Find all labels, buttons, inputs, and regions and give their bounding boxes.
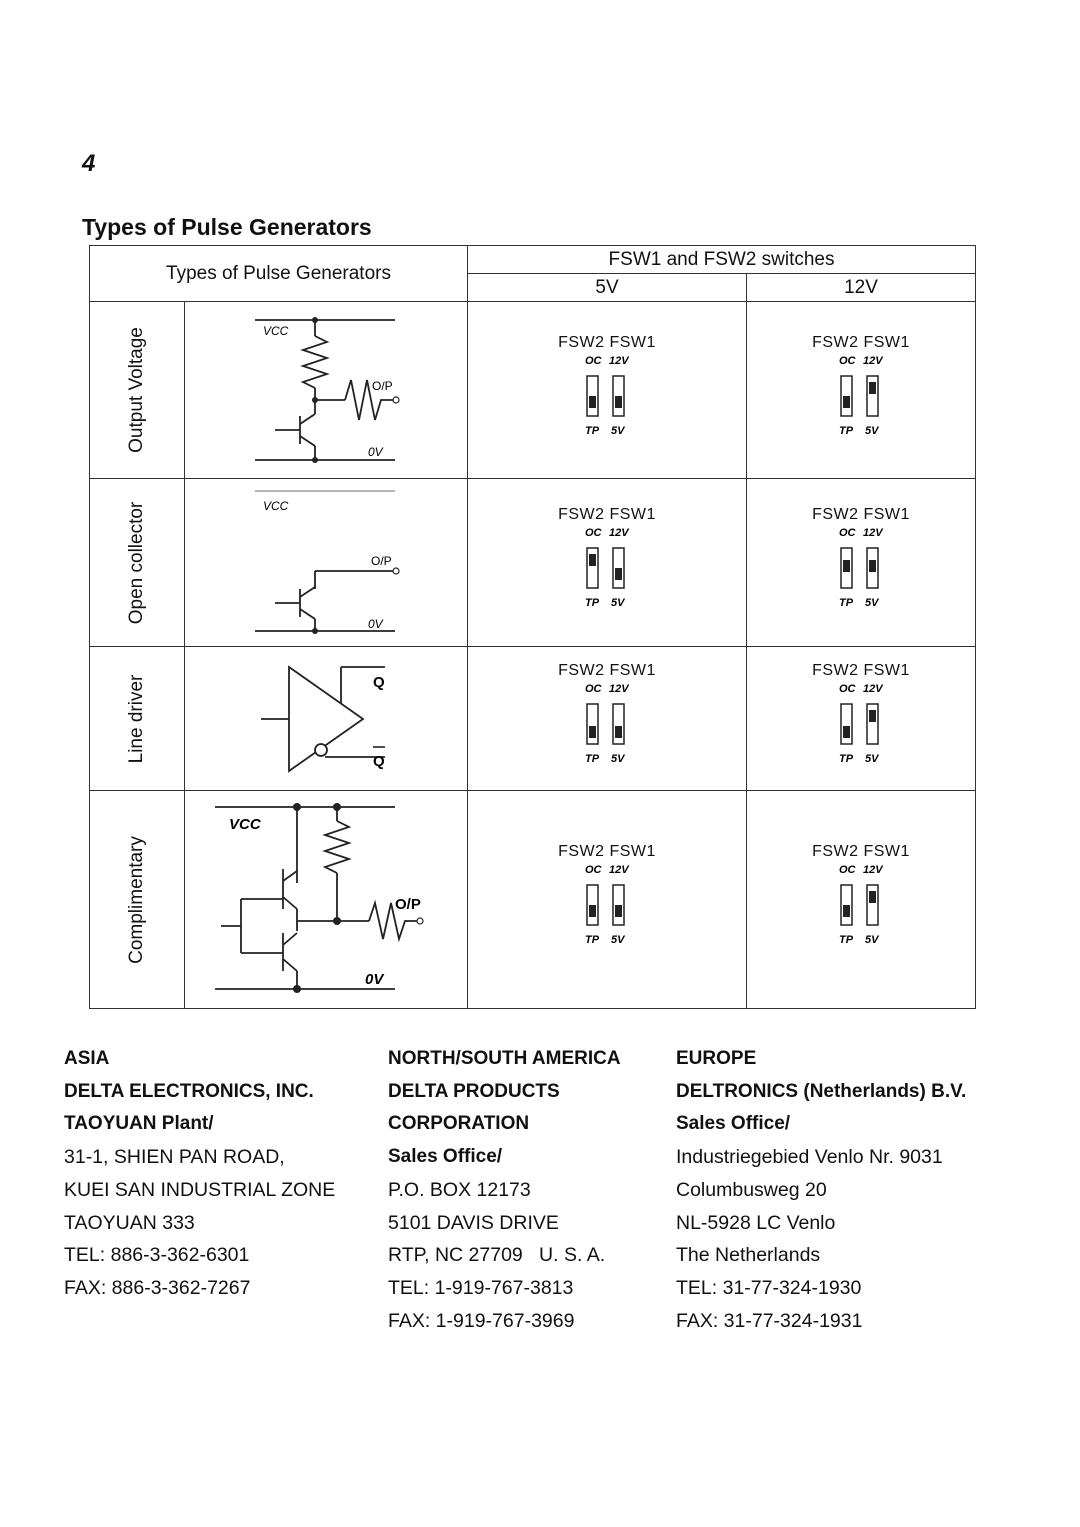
0v-label: 0V	[368, 445, 383, 459]
svg-text:OC: OC	[585, 527, 602, 539]
switch-names: FSW2 FSW1	[558, 333, 656, 351]
switch-12v-output-voltage	[747, 302, 976, 479]
dip-switch-icon	[567, 524, 647, 619]
svg-text:OC: OC	[839, 354, 856, 367]
svg-text:5V: 5V	[865, 934, 879, 946]
q-label: Q	[373, 674, 385, 691]
svg-text:12V: 12V	[863, 683, 883, 695]
svg-text:OC: OC	[585, 864, 602, 876]
company-name: DELTA PRODUCTS	[388, 1080, 560, 1102]
svg-text:TP: TP	[839, 753, 854, 765]
table-row	[90, 647, 976, 791]
fax-line: FAX: 31-77-324-1931	[676, 1309, 863, 1332]
fax-line: FAX: 886-3-362-7267	[64, 1276, 251, 1299]
phone-line: TEL: 1-919-767-3813	[388, 1276, 574, 1299]
address-line: Industriegebied Venlo Nr. 9031	[676, 1146, 943, 1169]
svg-text:TP: TP	[585, 934, 600, 946]
switch-names: FSW2 FSW1	[812, 662, 910, 679]
svg-text:5V: 5V	[865, 597, 879, 609]
op-label: O/P	[371, 554, 392, 568]
vcc-label: VCC	[263, 499, 289, 513]
row-label: Output Voltage	[90, 302, 185, 479]
svg-text:5V: 5V	[865, 424, 879, 437]
svg-text:5V: 5V	[611, 424, 625, 437]
svg-text:12V: 12V	[609, 354, 629, 367]
address-line: NL-5928 LC Venlo	[676, 1211, 836, 1234]
table-row	[90, 302, 976, 479]
company-name: CORPORATION	[388, 1113, 530, 1135]
q-bar-label: Q	[373, 753, 385, 770]
svg-text:5V: 5V	[611, 934, 625, 946]
complimentary-circuit	[185, 791, 468, 1009]
svg-text:TP: TP	[839, 424, 854, 437]
phone-line: TEL: 31-77-324-1930	[676, 1276, 862, 1299]
12v-column-header: 12V	[747, 274, 976, 302]
dip-switch-icon	[567, 680, 647, 775]
dip-switch-icon	[821, 524, 901, 619]
pulse-generator-table	[89, 245, 976, 1009]
table-row	[90, 791, 976, 1009]
table-row	[90, 479, 976, 647]
row-label: Open collector	[90, 479, 185, 647]
svg-text:OC: OC	[839, 864, 856, 876]
svg-text:5V: 5V	[865, 753, 879, 765]
output-voltage-circuit	[185, 302, 468, 479]
dip-switch-icon	[821, 861, 901, 956]
office-name: TAOYUAN Plant/	[64, 1113, 214, 1135]
svg-text:5V: 5V	[611, 753, 625, 765]
svg-text:TP: TP	[585, 753, 600, 765]
svg-text:TP: TP	[585, 424, 600, 437]
row-label: Line driver	[90, 647, 185, 791]
row-label: Complimentary	[90, 791, 185, 1009]
region-heading: ASIA	[64, 1048, 110, 1069]
switch-5v-open-collector	[468, 479, 747, 647]
0v-label: 0V	[368, 617, 383, 631]
op-label: O/P	[395, 896, 421, 913]
address-line: KUEI SAN INDUSTRIAL ZONE	[64, 1178, 336, 1201]
switch-5v-output-voltage	[468, 302, 747, 479]
svg-text:12V: 12V	[863, 354, 883, 367]
switch-names: FSW2 FSW1	[812, 843, 910, 860]
company-name: DELTRONICS (Netherlands) B.V.	[676, 1080, 967, 1102]
switch-5v-line-driver	[468, 647, 747, 791]
phone-line: TEL: 886-3-362-6301	[64, 1244, 250, 1267]
address-line: 5101 DAVIS DRIVE	[388, 1211, 559, 1234]
0v-label: 0V	[365, 971, 384, 988]
svg-text:OC: OC	[585, 683, 602, 695]
office-name: Sales Office/	[388, 1146, 503, 1168]
address-line: 31-1, SHIEN PAN ROAD,	[64, 1146, 285, 1169]
svg-text:TP: TP	[839, 597, 854, 609]
address-line: RTP, NC 27709 U. S. A.	[388, 1244, 606, 1267]
contact-asia	[64, 1043, 335, 1305]
address-line: The Netherlands	[676, 1244, 821, 1267]
open-collector-circuit	[185, 479, 468, 647]
svg-text:OC: OC	[585, 354, 602, 367]
type-column-header: Types of Pulse Generators	[90, 246, 468, 302]
vcc-label: VCC	[263, 324, 289, 338]
address-line: P.O. BOX 12173	[388, 1178, 531, 1201]
op-label: O/P	[372, 379, 393, 393]
line-driver-circuit	[185, 647, 468, 791]
switch-column-header: FSW1 and FSW2 switches	[468, 246, 976, 274]
dip-switch-icon	[821, 352, 901, 447]
svg-text:OC: OC	[839, 683, 856, 695]
switch-12v-complimentary	[747, 791, 976, 1009]
5v-column-header: 5V	[468, 274, 747, 302]
dip-switch-icon	[567, 352, 647, 447]
switch-12v-open-collector	[747, 479, 976, 647]
svg-text:TP: TP	[585, 597, 600, 609]
switch-names: FSW2 FSW1	[558, 506, 656, 523]
page-number: 4	[82, 150, 96, 177]
svg-text:TP: TP	[839, 934, 854, 946]
switch-names: FSW2 FSW1	[558, 662, 656, 679]
svg-text:12V: 12V	[609, 527, 629, 539]
svg-text:12V: 12V	[863, 864, 883, 876]
contact-america	[388, 1043, 621, 1337]
address-line: Columbusweg 20	[676, 1178, 827, 1201]
company-name: DELTA ELECTRONICS, INC.	[64, 1080, 314, 1102]
switch-12v-line-driver	[747, 647, 976, 791]
svg-text:12V: 12V	[609, 683, 629, 695]
dip-switch-icon	[821, 680, 901, 775]
office-name: Sales Office/	[676, 1113, 791, 1135]
switch-names: FSW2 FSW1	[812, 506, 910, 523]
address-line: TAOYUAN 333	[64, 1211, 195, 1234]
page-title: Types of Pulse Generators	[82, 214, 372, 240]
vcc-label: VCC	[229, 816, 261, 833]
dip-switch-icon	[567, 861, 647, 956]
switch-names: FSW2 FSW1	[558, 843, 656, 860]
svg-text:12V: 12V	[609, 864, 629, 876]
switch-5v-complimentary	[468, 791, 747, 1009]
svg-text:OC: OC	[839, 527, 856, 539]
switch-names: FSW2 FSW1	[812, 333, 910, 351]
svg-text:12V: 12V	[863, 527, 883, 539]
svg-text:5V: 5V	[611, 597, 625, 609]
region-heading: NORTH/SOUTH AMERICA	[388, 1048, 621, 1069]
region-heading: EUROPE	[676, 1048, 757, 1069]
contact-europe	[676, 1043, 966, 1337]
fax-line: FAX: 1-919-767-3969	[388, 1309, 575, 1332]
